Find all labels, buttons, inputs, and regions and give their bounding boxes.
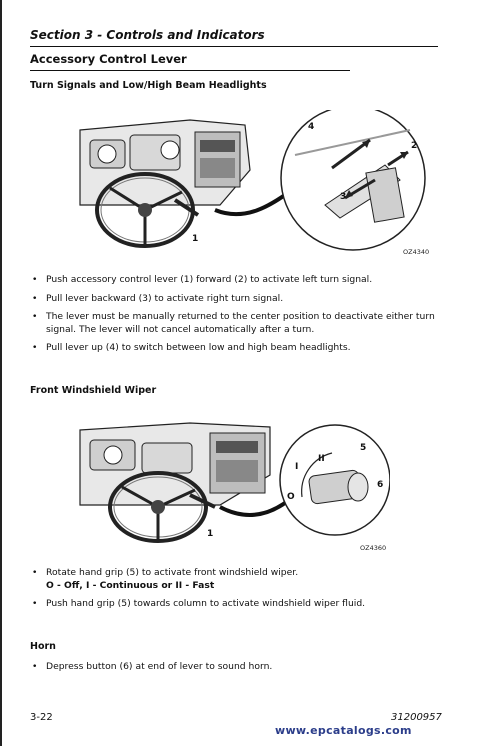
left-margin-rule [0, 0, 2, 746]
callout-1-turn: 1 [192, 234, 199, 244]
section-divider [30, 46, 438, 47]
wiper-positions-text: O - Off, I - Continuous or II - Fast [46, 579, 215, 591]
subsection-divider [30, 70, 350, 71]
list-item [32, 567, 442, 592]
turn-signals-heading: Turn Signals and Low/High Beam Headlights [30, 80, 267, 91]
list-item: • Pull lever backward (3) to activate right turn signal. [32, 293, 442, 306]
callout-4-turn: 4 [308, 122, 315, 132]
wiper-position-off: O [287, 492, 295, 502]
callout-6-wiper: 6 [377, 480, 384, 490]
callout-2-turn: 2 [411, 141, 418, 151]
turn-signal-figure [70, 110, 440, 260]
wiper-list [32, 567, 442, 617]
subsection-title: Accessory Control Lever [30, 52, 187, 66]
list-item: • Depress button (6) at end of lever to sound horn. [32, 661, 442, 674]
horn-list [32, 661, 442, 680]
list-item: • Push hand grip (5) towards column to activate windshield wiper fluid. [32, 598, 442, 611]
callout-5-wiper: 5 [360, 443, 367, 453]
list-item: • Pull lever up (4) to switch between low and high beam headlights. [32, 342, 442, 355]
page-number: 3-22 [30, 712, 53, 723]
figure-code-oz4360: OZ4360 [360, 544, 387, 552]
watermark: www.epcatalogs.com [275, 724, 412, 737]
horn-heading: Horn [30, 641, 56, 652]
callout-1-wiper: 1 [207, 529, 214, 539]
figure-code-oz4340: OZ4340 [403, 248, 430, 256]
wiper-figure [70, 415, 390, 550]
wiper-heading: Front Windshield Wiper [30, 385, 157, 396]
wiper-position-fast: II [318, 454, 325, 464]
callout-3-turn: 3 [340, 192, 347, 202]
turn-signals-list [32, 274, 442, 361]
wiper-position-continuous: I [295, 462, 299, 472]
list-item: • The lever must be manually returned to the center position to deactivate either turn signal. The lever will not cancel automatically after a turn. [32, 311, 442, 336]
document-number: 31200957 [391, 712, 442, 723]
list-item: • Push accessory control lever (1) forward (2) to activate left turn signal. [32, 274, 442, 287]
wiper-rotate-text: Rotate hand grip (5) to activate front windshield wiper. [46, 567, 299, 578]
section-title: Section 3 - Controls and Indicators [30, 28, 265, 42]
